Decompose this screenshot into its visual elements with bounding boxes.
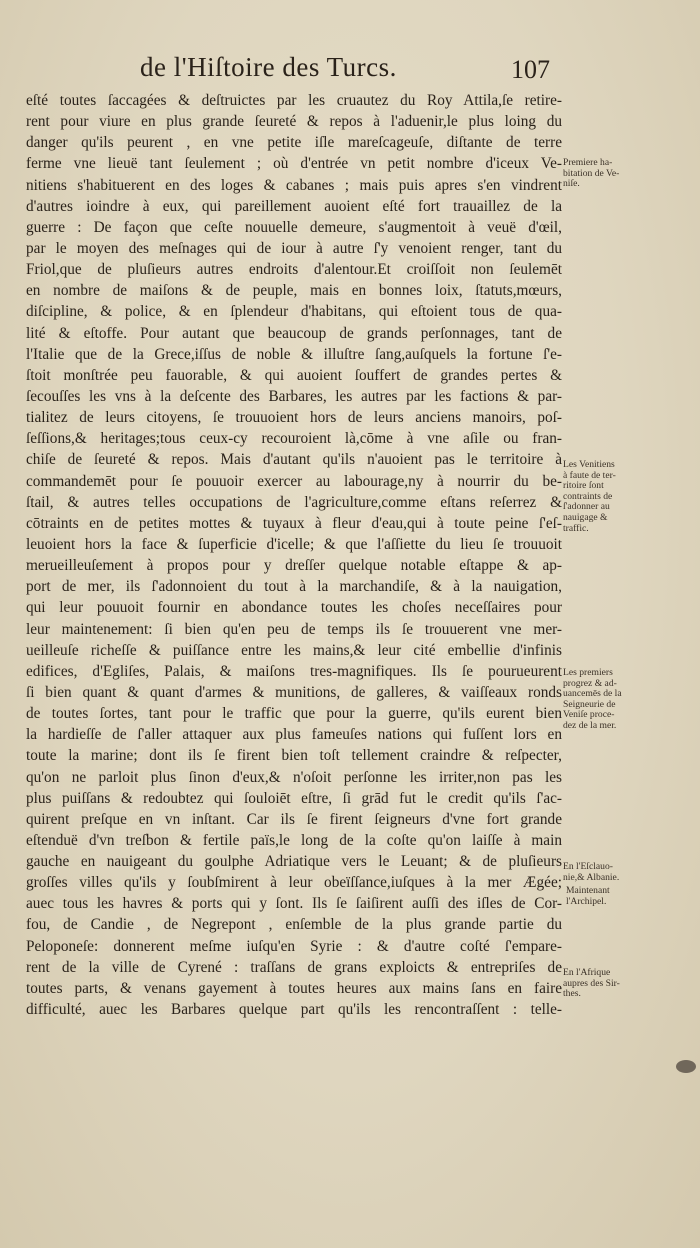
ink-stain: [676, 1060, 696, 1073]
margin-note-line: En l'Afrique: [563, 968, 611, 978]
text-line: edifices, d'Egliſes, Palais, & maiſons tres-magnifiques. Ils ſe pourueurent: [26, 662, 562, 680]
text-line: port de mer, ils ſ'adonnoient du tout à la marchandiſe, & à la nauigation,: [26, 578, 562, 596]
margin-note-line: uancemēs de la: [563, 689, 622, 700]
text-line: eſtenduë d'vn treſbon & fertile païs,le long de la coſte qu'on laiſſe à main: [26, 831, 562, 849]
text-line: ſtail, & autres telles occupations de l'agriculture,comme eſtans reſerrez &: [26, 493, 562, 511]
text-line: de toutes ſortes, tant pour le traffic que pour la guerre, qu'ils eurent bien: [26, 705, 562, 723]
text-line: ferme vne lieuë tant ſeulement ; où d'entrée vn petit nombre d'iceux Ve-: [26, 155, 562, 173]
margin-note: [563, 668, 637, 732]
text-line: l'Italie que de la Grece,iſſus de noble & illuſtre ſang,auſquels la fortune ſ'e-: [26, 345, 562, 363]
page-number: 107: [511, 55, 550, 84]
text-line: ſi bien quant & quant d'armes & munitions, de galleres, & vaiſſeaux ronds: [26, 683, 562, 701]
text-line: par le moyen des meſnages qui de iour à autre ſ'y venoient renger, tant du: [26, 239, 562, 257]
text-line: rent pour viure en plus grande ſeureté & repos à l'aduenir,le plus loing du: [26, 113, 562, 131]
text-line: Peloponeſe: donnerent meſme iuſqu'en Syrie : & d'autre coſté ſ'empare-: [26, 937, 562, 955]
text-line: lité & eſtoffe. Pour autant que beaucoup de grands perſonnages, tant de: [26, 324, 562, 342]
margin-note-line: Les Venitiens: [563, 460, 615, 470]
text-line: en nombre de maiſons & de peuple, mais en bonnes loix, ſtatuts,mœurs,: [26, 282, 562, 300]
margin-note-line: Maintenant: [566, 886, 610, 896]
text-line: cōtraints en de petites mottes & tuyaux à fleur d'eau,qui à toute peine ſ'eſ-: [26, 514, 562, 532]
text-line: toutes parts, & venans gayement à toutes heures aux mains ſans en faire: [26, 979, 562, 997]
text-line: ueilleuſe richeſſe & puiſſance entre les mains,& leur cité embellie d'infinis: [26, 641, 562, 659]
margin-note: [563, 158, 637, 190]
text-line: plus puiſſans & redoubtez qui ſouloiēt eſtre, ſi grād fut le credit qu'ils ſ'ac-: [26, 789, 562, 807]
text-line: groſſes villes qu'ils y ſoubſmirent à leur obeïſſance,iuſques à la mer Ægée;: [26, 874, 562, 892]
text-line: leuoient hors la face & ſuperficie d'icelle; & que l'aſſiette du lieu ſe trouuoit: [26, 535, 562, 553]
margin-note-line: progrez & ad-: [563, 678, 617, 689]
margin-note-line: ritoire ſont: [563, 481, 604, 492]
body-text: [26, 90, 562, 1041]
text-line: d'autres ioindre à eux, qui pareillement auoient eſté fort trauaillez de la: [26, 197, 562, 215]
margin-note-line: nauigage &: [563, 512, 608, 523]
text-line: quirent preſque en vn inſtant. Car ils ſe firent ſeigneurs d'vne fort grande: [26, 810, 562, 828]
margin-note-line: l'Archipel.: [566, 896, 607, 907]
margin-note: [563, 968, 637, 1000]
text-line: ſecouſſes les vns à la deſcente des Barbares, les autres par les factions & par-: [26, 387, 562, 405]
margin-note-line: nie,& Albanie.: [563, 872, 620, 883]
margin-note-line: Les premiers: [563, 668, 613, 678]
text-line: fou, de Candie , de Negrepont , enſemble de la plus grande partie du: [26, 916, 562, 934]
margin-note-line: ſ'adonner au: [563, 502, 610, 513]
margin-note-line: En l'Eſclauo-: [563, 862, 613, 872]
text-line: danger qu'ils peurent , en vne petite iſle mareſcageuſe, diſtante de terre: [26, 134, 562, 152]
text-line-last: [26, 1020, 562, 1041]
text-line: diſcipline, & police, & en ſplendeur d'habitans, qui eſtoient tous de qua-: [26, 303, 562, 321]
text-line: qui leur pouuoit fournir en abondance toutes les choſes neceſſaires pour: [26, 599, 562, 617]
margin-note-line: thes.: [563, 989, 581, 1000]
margin-note: [563, 862, 637, 883]
text-line: ſeſſions,& heritages;tous ceux-cy recouroient là,cōme à vne aſile ou fran-: [26, 430, 562, 448]
margin-note-line: bitation de Ve-: [563, 168, 620, 179]
text-line: la hardieſſe de ſ'aller attaquer aux plus fameuſes nations qui fuſſent lors en: [26, 726, 562, 744]
text-line: qu'on ne parloit plus ſinon d'eux,& n'oſoit perſonne les irriter,non pas les: [26, 768, 562, 786]
text-line: merueilleuſement à propos pour y dreſſer quelque notable eſtappe & ap-: [26, 557, 562, 575]
margin-note-line: à faute de ter-: [563, 470, 616, 481]
text-line: difficulté, auec les Barbares quelque part qu'ils les rencontraſſent : telle-: [26, 1001, 562, 1019]
margin-note-line: dez de la mer.: [563, 720, 617, 731]
text-line: auec tous les havres & ports qui y ſont. Ils ſe ſaiſirent auſſi des iſles de Cor-: [26, 895, 562, 913]
margin-note-line: contraints de: [563, 491, 613, 502]
margin-note-line: aupres des Sir-: [563, 978, 620, 989]
text-line: nitiens s'habituerent en des loges & cabanes ; mais puis apres s'en vindrent: [26, 176, 562, 194]
margin-note-line: Premiere ha-: [563, 158, 613, 168]
text-line: toute la marine; dont ils ſe firent bien toſt tellement craindre & reſpecter,: [26, 747, 562, 765]
margin-note: [563, 460, 637, 534]
text-line: tialitez de leurs citoyens, ſe trouuoient hors de leurs anciens manoirs, poſ-: [26, 409, 562, 427]
text-line: gauche en nauigeant du goulphe Adriatique vers le Leuant; & de pluſieurs: [26, 853, 562, 871]
text-line: rent de la ville de Cyrené : traſſans de grans exploicts & entrepriſes de: [26, 958, 562, 976]
text-line: Friol,que de pluſieurs autres endroits d'alentour.Et croiſſoit non ſeulemēt: [26, 261, 562, 279]
margin-note-line: Veniſe proce-: [563, 710, 615, 721]
margin-note-line: Seigneurie de: [563, 699, 616, 710]
text-line: ſtoit monſtrée peu fauorable, & qui auoient ſouffert de grandes pertes &: [26, 366, 562, 384]
text-line: commandemēt pour ſe pouuoir exercer au labourage,ny à nourrir du be-: [26, 472, 562, 490]
text-line: eſté toutes ſaccagées & deſtruictes par les cruautez du Roy Attila,ſe retire-: [26, 92, 562, 109]
margin-note: [566, 886, 640, 907]
text-line: leur maintenement: ſi bien qu'en peu de temps ils ſe trouuerent vne mer-: [26, 620, 562, 638]
text-line: guerre : De façon que ceſte nouuelle demeure, s'augmentoit à veuë d'œil,: [26, 218, 562, 236]
running-title: de l'Hiſtoire des Turcs.: [140, 52, 397, 82]
margin-note-line: niſe.: [563, 179, 580, 190]
text-line: chiſe de ſeureté & repos. Mais d'autant qu'ils n'auoient pas le territoire à: [26, 451, 562, 469]
margin-note-line: traffic.: [563, 523, 589, 534]
